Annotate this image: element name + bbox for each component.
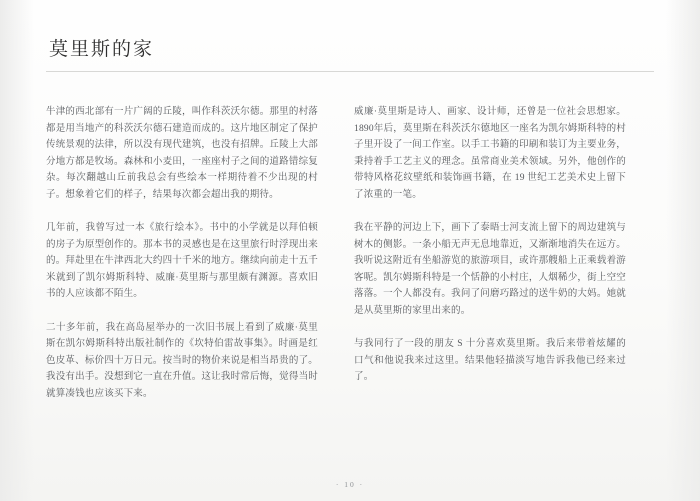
paragraph: 威廉·莫里斯是诗人、画家、设计师，还曾是一位社会思想家。1890年后，莫里斯在科茨沃尔德地区一座名为凯尔姆斯科特的村子里开设了一间工作室。以手工书籍的印刷和装订为主要业务，秉持着手工艺主义的理念。虽常商业美术领域。另外，他创作的带特风格花纹壁纸和装饰画书籍，在 19 世纪工艺美术史上留下了浓重的一笔。	[354, 107, 627, 200]
paragraph: 二十多年前，我在高岛屋举办的一次旧书展上看到了威廉·莫里斯在凯尔姆斯科特出版社制作的《坎特伯雷故事集》。时画是红色皮革、标价四十万日元。按当时的物价来说是相当昂贵的了。我没有出手。没想到它一直在升值。这让我时常后悔，觉得当时就算凑钱也应该买下来。	[46, 322, 318, 399]
paragraph: 几年前，我曾写过一本《旅行绘本》。书中的小学就是以拜伯顿的房子为原型创作的。那本书的灵感也是在这里旅行时浮现出来的。拜赴里在牛津西北大约四十千米的地方。继续向前走十五千米就到了凯尔姆斯科特、威廉·莫里斯与那里颇有渊源。喜欢旧书的人应该都不陌生。	[46, 223, 318, 299]
column-left	[46, 104, 318, 402]
page-content	[46, 34, 654, 477]
text-columns	[46, 104, 654, 402]
paragraph: 与我同行了一段的朋友 S 十分喜欢莫里斯。我后来带着炫耀的口气和他说我来过这里。结果他轻描淡写地告诉我他已经来过了。	[354, 339, 626, 382]
paragraph: 我在平静的河边上下，画下了泰晤士河支流上留下的周边建筑与树木的侧影。一条小船无声无息地靠近，又渐渐地消失在远方。我听说这附近有坐船游览的旅游项目，或许那艘船上正乘载着游客呢。凯尔姆斯科特是一个恬静的小村庄，人烟稀少，街上空空落落。一个人都没有。我问了问磨巧路过的送牛奶的大妈。她就是从莫里斯的家里出来的。	[354, 223, 626, 316]
title-divider	[46, 71, 654, 72]
paragraph: 牛津的西北部有一片广阔的丘陵，叫作科茨沃尔德。那里的村落都是用当地产的科茨沃尔德石建造而成的。这片地区制定了保护传统景观的法律，所以没有现代建筑，也没有招牌。丘陵上大部分地方都是牧场。森林和小麦田，一座座村子之间的道路错综复杂。每次翻越山丘前我总会有些绘本一样期待着不少出现的村子。想象着它们的样子，结果每次都会超出我的期待。	[46, 107, 318, 200]
page-number: · 10 ·	[335, 480, 365, 489]
page-title: 莫里斯的家	[49, 39, 155, 60]
column-right	[354, 104, 626, 402]
